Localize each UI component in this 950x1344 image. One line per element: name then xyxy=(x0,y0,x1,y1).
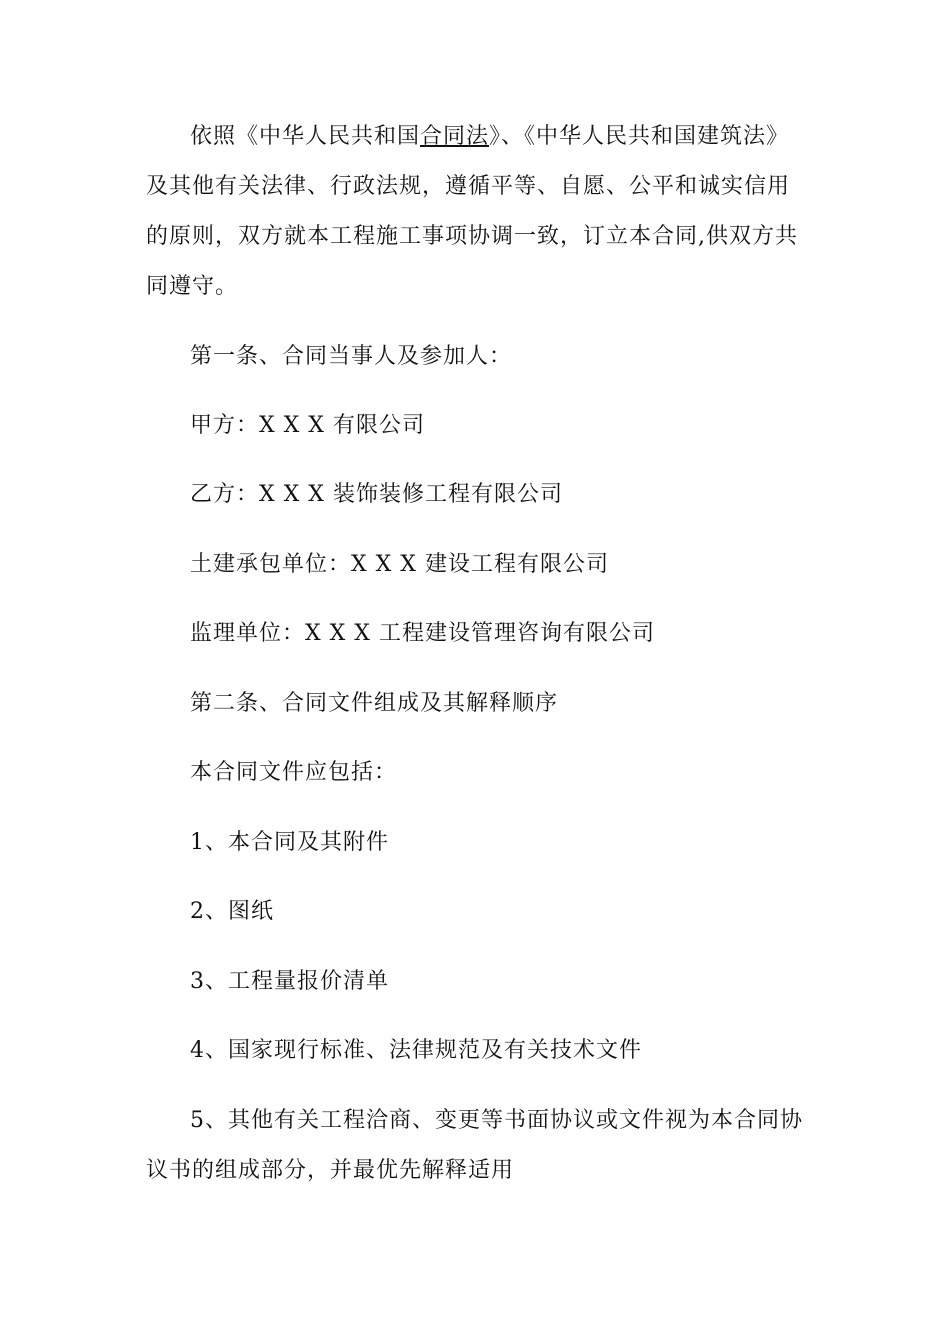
list-item-3: 3、工程量报价清单 xyxy=(190,969,389,994)
intro-paragraph xyxy=(146,112,806,312)
party-b-line: 乙方：X X X 装饰装修工程有限公司 xyxy=(190,482,563,507)
list-item-2: 2、图纸 xyxy=(190,899,274,924)
article-1-heading: 第一条、合同当事人及参加人： xyxy=(190,344,513,369)
supervisor-line: 监理单位：X X X 工程建设管理咨询有限公司 xyxy=(190,621,655,646)
list-item-1: 1、本合同及其附件 xyxy=(190,830,389,855)
contract-law-link[interactable]: 合同法 xyxy=(420,124,490,149)
civil-contractor-line: 土建承包单位：X X X 建设工程有限公司 xyxy=(190,552,609,577)
list-item-5: 5、其他有关工程洽商、变更等书面协议或文件视为本合同协议书的组成部分，并最优先解释适用 xyxy=(146,1108,803,1183)
article-2-heading: 第二条、合同文件组成及其解释顺序 xyxy=(190,691,559,716)
list-item-4: 4、国家现行标准、法律规范及有关技术文件 xyxy=(190,1038,642,1063)
party-a-line: 甲方：X X X 有限公司 xyxy=(190,413,425,438)
intro-text-pre: 依照《中华人民共和国 xyxy=(190,124,421,149)
intro-text-post: 》、《中华人民共和国建筑法》及其他有关法律、行政法规，遵循平等、自愿、公平和诚实信用的原则，双方就本工程施工事项协调一致，订立本合同,供双方共同遵守。 xyxy=(146,124,798,299)
docs-intro-line: 本合同文件应包括： xyxy=(190,760,398,785)
